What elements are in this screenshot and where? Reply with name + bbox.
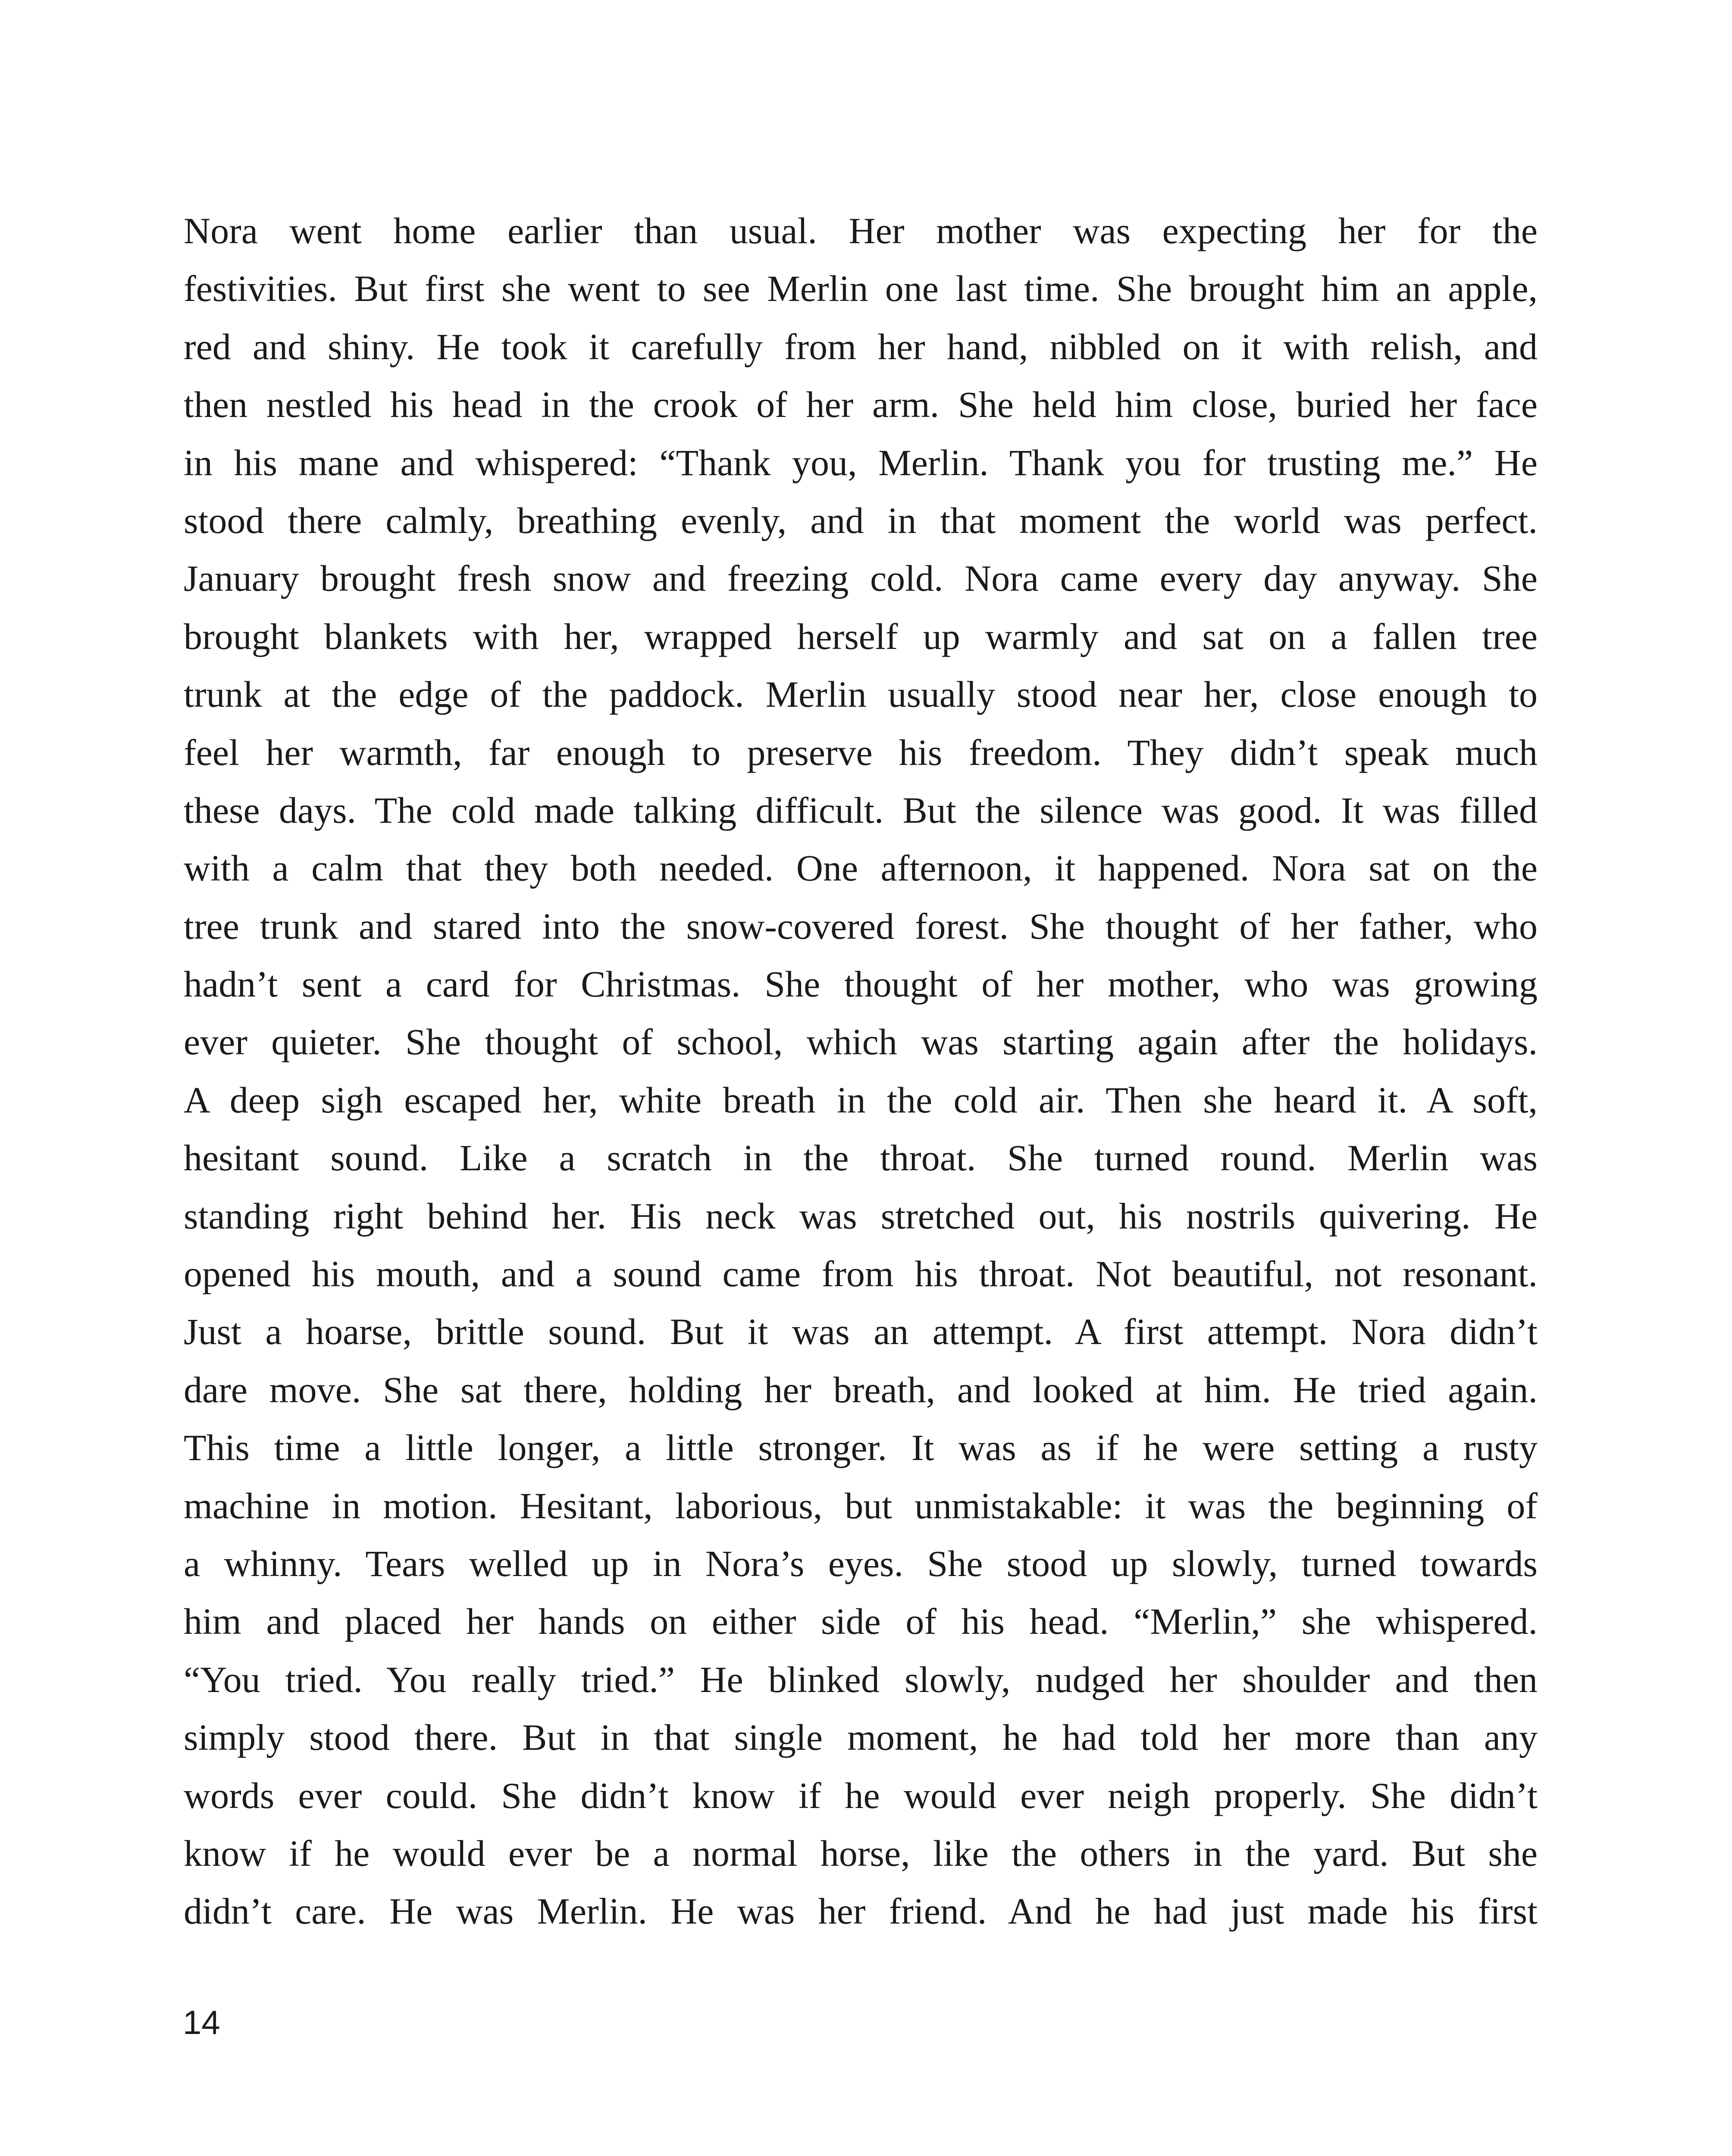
text-line: A deep sigh escaped her, white breath in the cold air. Then she heard it. A soft, [184, 1079, 1538, 1121]
text-line: him and placed her hands on either side of his head. “Merlin,” she whispered. [184, 1601, 1538, 1642]
text-line: standing right behind her. His neck was stretched out, his nostrils quivering. He [184, 1195, 1538, 1237]
text-line: Just a hoarse, brittle sound. But it was an attempt. A first attempt. Nora didn’t [184, 1311, 1538, 1353]
text-line: Nora went home earlier than usual. Her mother was expecting her for the [184, 210, 1538, 251]
text-line: in his mane and whispered: “Thank you, Merlin. Thank you for trusting me.” He [184, 442, 1538, 483]
text-line: hadn’t sent a card for Christmas. She thought of her mother, who was growing [184, 963, 1538, 1005]
text-line: words ever could. She didn’t know if he would ever neigh properly. She didn’t [184, 1774, 1538, 1816]
text-line: January brought fresh snow and freezing cold. Nora came every day anyway. She [184, 558, 1538, 599]
page-number: 14 [183, 2003, 220, 2041]
body-text [184, 202, 1538, 1940]
text-line: simply stood there. But in that single moment, he had told her more than any [184, 1717, 1538, 1758]
text-line: festivities. But first she went to see Merlin one last time. She brought him an apple, [184, 268, 1538, 310]
text-line: then nestled his head in the crook of her arm. She held him close, buried her face [184, 384, 1538, 426]
text-line: these days. The cold made talking difficult. But the silence was good. It was filled [184, 789, 1538, 831]
text-line: brought blankets with her, wrapped herself up warmly and sat on a fallen tree [184, 615, 1538, 657]
text-line: This time a little longer, a little stronger. It was as if he were setting a rusty [184, 1427, 1538, 1469]
text-line: opened his mouth, and a sound came from his throat. Not beautiful, not resonant. [184, 1253, 1538, 1295]
text-line: “You tried. You really tried.” He blinked slowly, nudged her shoulder and then [184, 1658, 1538, 1700]
text-line: machine in motion. Hesitant, laborious, but unmistakable: it was the beginning of [184, 1485, 1538, 1526]
text-line: a whinny. Tears welled up in Nora’s eyes. She stood up slowly, turned towards [184, 1542, 1538, 1584]
text-line: ever quieter. She thought of school, which was starting again after the holidays. [184, 1021, 1538, 1063]
text-line: red and shiny. He took it carefully from her hand, nibbled on it with relish, and [184, 326, 1538, 367]
text-line: hesitant sound. Like a scratch in the throat. She turned round. Merlin was [184, 1137, 1538, 1179]
text-line: stood there calmly, breathing evenly, and in that moment the world was perfect. [184, 499, 1538, 541]
text-line: dare move. She sat there, holding her breath, and looked at him. He tried again. [184, 1369, 1538, 1410]
text-line: tree trunk and stared into the snow-covered forest. She thought of her father, who [184, 905, 1538, 947]
text-line: feel her warmth, far enough to preserve his freedom. They didn’t speak much [184, 731, 1538, 773]
text-line: know if he would ever be a normal horse, like the others in the yard. But she [184, 1832, 1538, 1874]
text-line: trunk at the edge of the paddock. Merlin usually stood near her, close enough to [184, 674, 1538, 715]
text-line: didn’t care. He was Merlin. He was her friend. And he had just made his first [184, 1890, 1538, 1932]
text-line: with a calm that they both needed. One afternoon, it happened. Nora sat on the [184, 847, 1538, 889]
